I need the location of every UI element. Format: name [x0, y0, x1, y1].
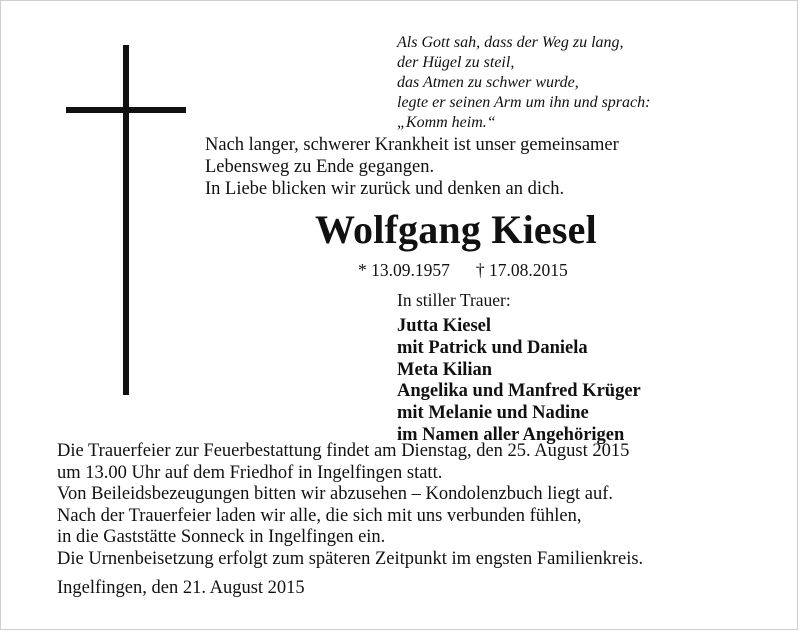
intro-text: [205, 134, 765, 200]
poem-line: der Hügel zu steil,: [397, 54, 515, 71]
info-line: Die Trauerfeier zur Feuerbestattung findet am Dienstag, den 25. August 2015: [57, 441, 630, 461]
intro-line: Nach langer, schwerer Krankheit ist unser gemeinsamer: [205, 135, 619, 155]
cross-icon: [66, 45, 186, 395]
intro-line: Lebensweg zu Ende gegangen.: [205, 157, 435, 177]
deceased-name: Wolfgang Kiesel: [315, 207, 597, 252]
death-date: † 17.08.2015: [475, 260, 568, 280]
mourners-list: [397, 316, 787, 447]
funeral-info: [57, 441, 787, 570]
cross-horizontal-bar: [66, 107, 186, 113]
poem-line: das Atmen zu schwer wurde,: [397, 74, 579, 91]
place-and-date: Ingelfingen, den 21. August 2015: [57, 578, 305, 598]
poem: [397, 33, 787, 133]
cross-vertical-bar: [123, 45, 129, 395]
mourner-name: im Namen aller Angehörigen: [397, 424, 625, 445]
mourner-name: Angelika und Manfred Krüger: [397, 381, 641, 402]
poem-line: „Komm heim.“: [397, 114, 496, 131]
mourner-name: Meta Kilian: [397, 359, 493, 380]
life-dates: [358, 259, 568, 281]
poem-line: Als Gott sah, dass der Weg zu lang,: [397, 34, 624, 51]
mourner-name: Jutta Kiesel: [397, 316, 492, 336]
birth-date: * 13.09.1957: [358, 260, 450, 280]
poem-line: legte er seinen Arm um ihn und sprach:: [397, 94, 651, 111]
info-line: Die Urnenbeisetzung erfolgt zum späteren Zeitpunkt im engsten Familienkreis.: [57, 548, 644, 569]
mourner-name: mit Patrick und Daniela: [397, 337, 588, 358]
info-line: Nach der Trauerfeier laden wir alle, die sich mit uns verbunden fühlen,: [57, 505, 582, 526]
info-line: Von Beileidsbezeugungen bitten wir abzusehen – Kondolenzbuch liegt auf.: [57, 484, 614, 504]
info-line: in die Gaststätte Sonneck in Ingelfingen ein.: [57, 527, 386, 547]
mourner-name: mit Melanie und Nadine: [397, 403, 589, 424]
intro-line: In Liebe blicken wir zurück und denken an dich.: [205, 179, 565, 199]
info-line: um 13.00 Uhr auf dem Friedhof in Ingelfingen statt.: [57, 462, 443, 483]
mourners-label: In stiller Trauer:: [397, 290, 511, 310]
